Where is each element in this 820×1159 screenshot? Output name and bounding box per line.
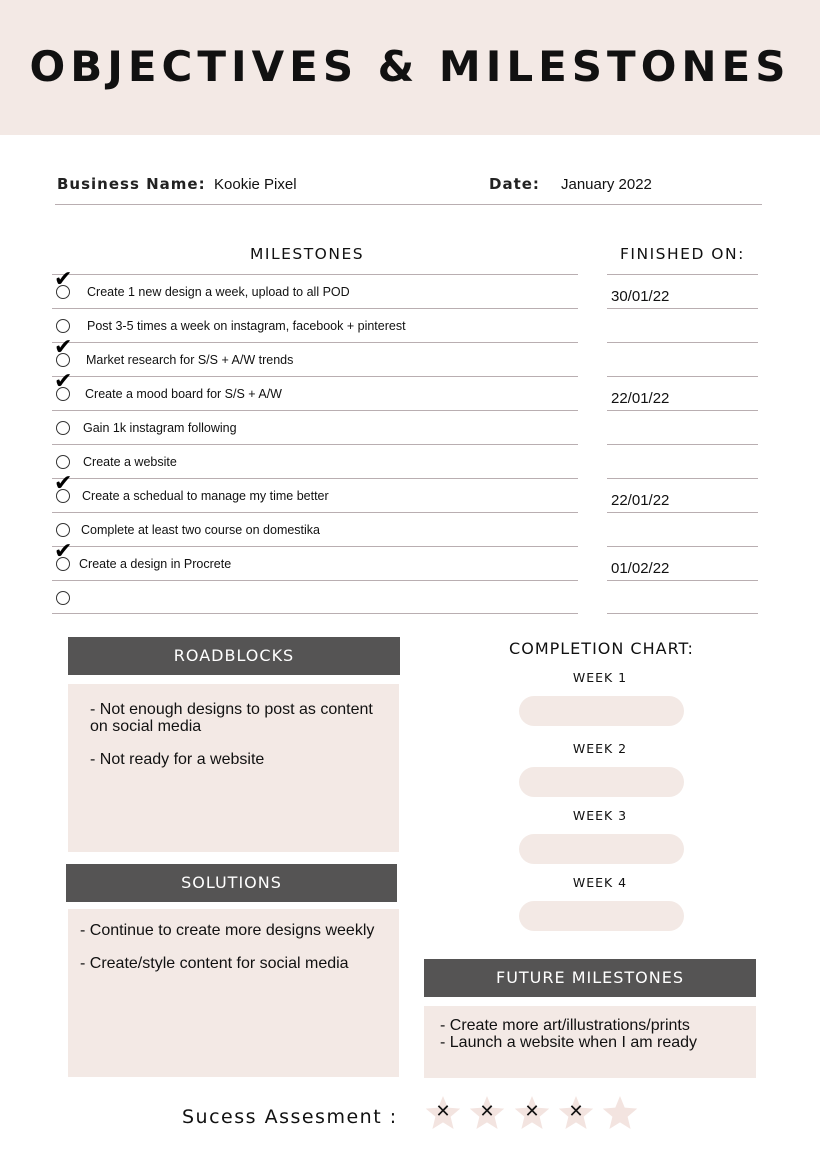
milestone-checkbox[interactable] xyxy=(56,591,70,605)
roadblock-line: on social media xyxy=(90,718,202,735)
rating-star-icon[interactable] xyxy=(423,1093,463,1133)
milestone-row[interactable] xyxy=(52,410,578,444)
future-milestone-line: - Create more art/illustrations/prints xyxy=(440,1017,690,1034)
finished-on-row[interactable] xyxy=(607,308,758,342)
week-progress-bar[interactable] xyxy=(519,767,684,797)
rating-star-icon[interactable] xyxy=(556,1093,596,1133)
roadblocks-header: ROADBLOCKS xyxy=(68,637,400,675)
milestone-row[interactable] xyxy=(52,539,578,580)
rating-mark-icon: ✕ xyxy=(524,1101,540,1122)
finished-on-date[interactable]: 30/01/22 xyxy=(611,288,670,305)
milestone-text[interactable]: Market research for S/S + A/W trends xyxy=(86,353,294,367)
milestone-row[interactable] xyxy=(52,471,578,512)
week-progress-bar[interactable] xyxy=(519,834,684,864)
business-name-label: Business Name: xyxy=(57,175,206,193)
solutions-panel[interactable] xyxy=(68,909,399,1077)
finished-on-row[interactable] xyxy=(607,444,758,478)
roadblock-line: - Not enough designs to post as content xyxy=(90,701,373,718)
finished-on-row[interactable] xyxy=(607,274,758,308)
milestone-text[interactable]: Create a design in Procrete xyxy=(79,557,232,571)
week-label: WEEK 2 xyxy=(572,741,628,756)
finished-on-date[interactable]: 01/02/22 xyxy=(611,560,670,577)
milestone-text[interactable]: Create a schedual to manage my time better xyxy=(82,489,329,503)
milestones-bottom-rule xyxy=(52,613,578,614)
date-label: Date: xyxy=(489,175,540,193)
milestone-text[interactable]: Post 3-5 times a week on instagram, facebook + pinterest xyxy=(87,319,406,333)
finished-on-row[interactable] xyxy=(607,376,758,410)
milestone-checkbox[interactable] xyxy=(56,421,70,435)
finished-on-row[interactable] xyxy=(607,512,758,546)
milestone-row[interactable] xyxy=(52,335,578,376)
success-assessment-label: Sucess Assesment : xyxy=(182,1106,398,1128)
milestone-text[interactable]: Create 1 new design a week, upload to all POD xyxy=(87,285,350,299)
week-label: WEEK 1 xyxy=(572,670,628,685)
milestone-row[interactable] xyxy=(52,267,578,308)
checkmark-icon: ✔ xyxy=(54,335,73,360)
checkmark-icon: ✔ xyxy=(54,267,73,292)
milestone-row[interactable] xyxy=(52,308,578,342)
solution-line: - Create/style content for social media xyxy=(80,955,349,972)
rating-mark-icon: ✕ xyxy=(568,1101,584,1122)
rating-star-icon[interactable] xyxy=(467,1093,507,1133)
solutions-header: SOLUTIONS xyxy=(66,864,397,902)
roadblocks-panel[interactable] xyxy=(68,684,399,852)
finished-on-row[interactable] xyxy=(607,342,758,376)
future-milestone-line: - Launch a website when I am ready xyxy=(440,1034,698,1051)
finished-bottom-rule xyxy=(607,613,758,614)
date-value[interactable]: January 2022 xyxy=(561,176,652,193)
business-name-value[interactable]: Kookie Pixel xyxy=(214,176,297,193)
rating-mark-icon: ✕ xyxy=(435,1101,451,1122)
rating-mark-icon: ✕ xyxy=(479,1101,495,1122)
checkmark-icon: ✔ xyxy=(54,539,73,564)
checkmark-icon: ✔ xyxy=(54,471,73,496)
finished-on-heading: FINISHED ON: xyxy=(620,245,745,263)
finished-on-row[interactable] xyxy=(607,546,758,580)
week-label: WEEK 3 xyxy=(572,808,628,823)
week-label: WEEK 4 xyxy=(572,875,628,890)
milestone-text[interactable]: Create a website xyxy=(83,455,177,469)
milestone-checkbox[interactable] xyxy=(56,319,70,333)
milestones-heading: MILESTONES xyxy=(250,245,365,263)
finished-on-row[interactable] xyxy=(607,478,758,512)
milestone-checkbox[interactable] xyxy=(56,523,70,537)
week-progress-bar[interactable] xyxy=(519,901,684,931)
info-divider xyxy=(55,204,762,205)
milestone-text[interactable]: Create a mood board for S/S + A/W xyxy=(85,387,282,401)
rating-star-icon[interactable] xyxy=(512,1093,552,1133)
future-milestones-header: FUTURE MILESTONES xyxy=(424,959,756,997)
finished-on-date[interactable]: 22/01/22 xyxy=(611,492,670,509)
checkmark-icon: ✔ xyxy=(54,369,73,394)
milestone-row[interactable] xyxy=(52,512,578,546)
finished-on-row[interactable] xyxy=(607,580,758,614)
milestone-row[interactable] xyxy=(52,369,578,410)
finished-on-row[interactable] xyxy=(607,410,758,444)
milestone-text[interactable]: Complete at least two course on domestika xyxy=(81,523,321,537)
solution-line: - Continue to create more designs weekly xyxy=(80,922,375,939)
milestone-text[interactable]: Gain 1k instagram following xyxy=(83,421,237,435)
milestone-row[interactable] xyxy=(52,444,578,478)
milestone-row[interactable] xyxy=(52,580,578,614)
page-title: OBJECTIVES & MILESTONES xyxy=(29,42,791,91)
milestone-checkbox[interactable] xyxy=(56,455,70,469)
roadblock-line: - Not ready for a website xyxy=(90,751,265,768)
completion-chart-title: COMPLETION CHART: xyxy=(509,639,694,658)
future-milestones-panel[interactable] xyxy=(424,1006,756,1078)
rating-star-icon[interactable] xyxy=(600,1093,640,1133)
finished-on-date[interactable]: 22/01/22 xyxy=(611,390,670,407)
week-progress-bar[interactable] xyxy=(519,696,684,726)
